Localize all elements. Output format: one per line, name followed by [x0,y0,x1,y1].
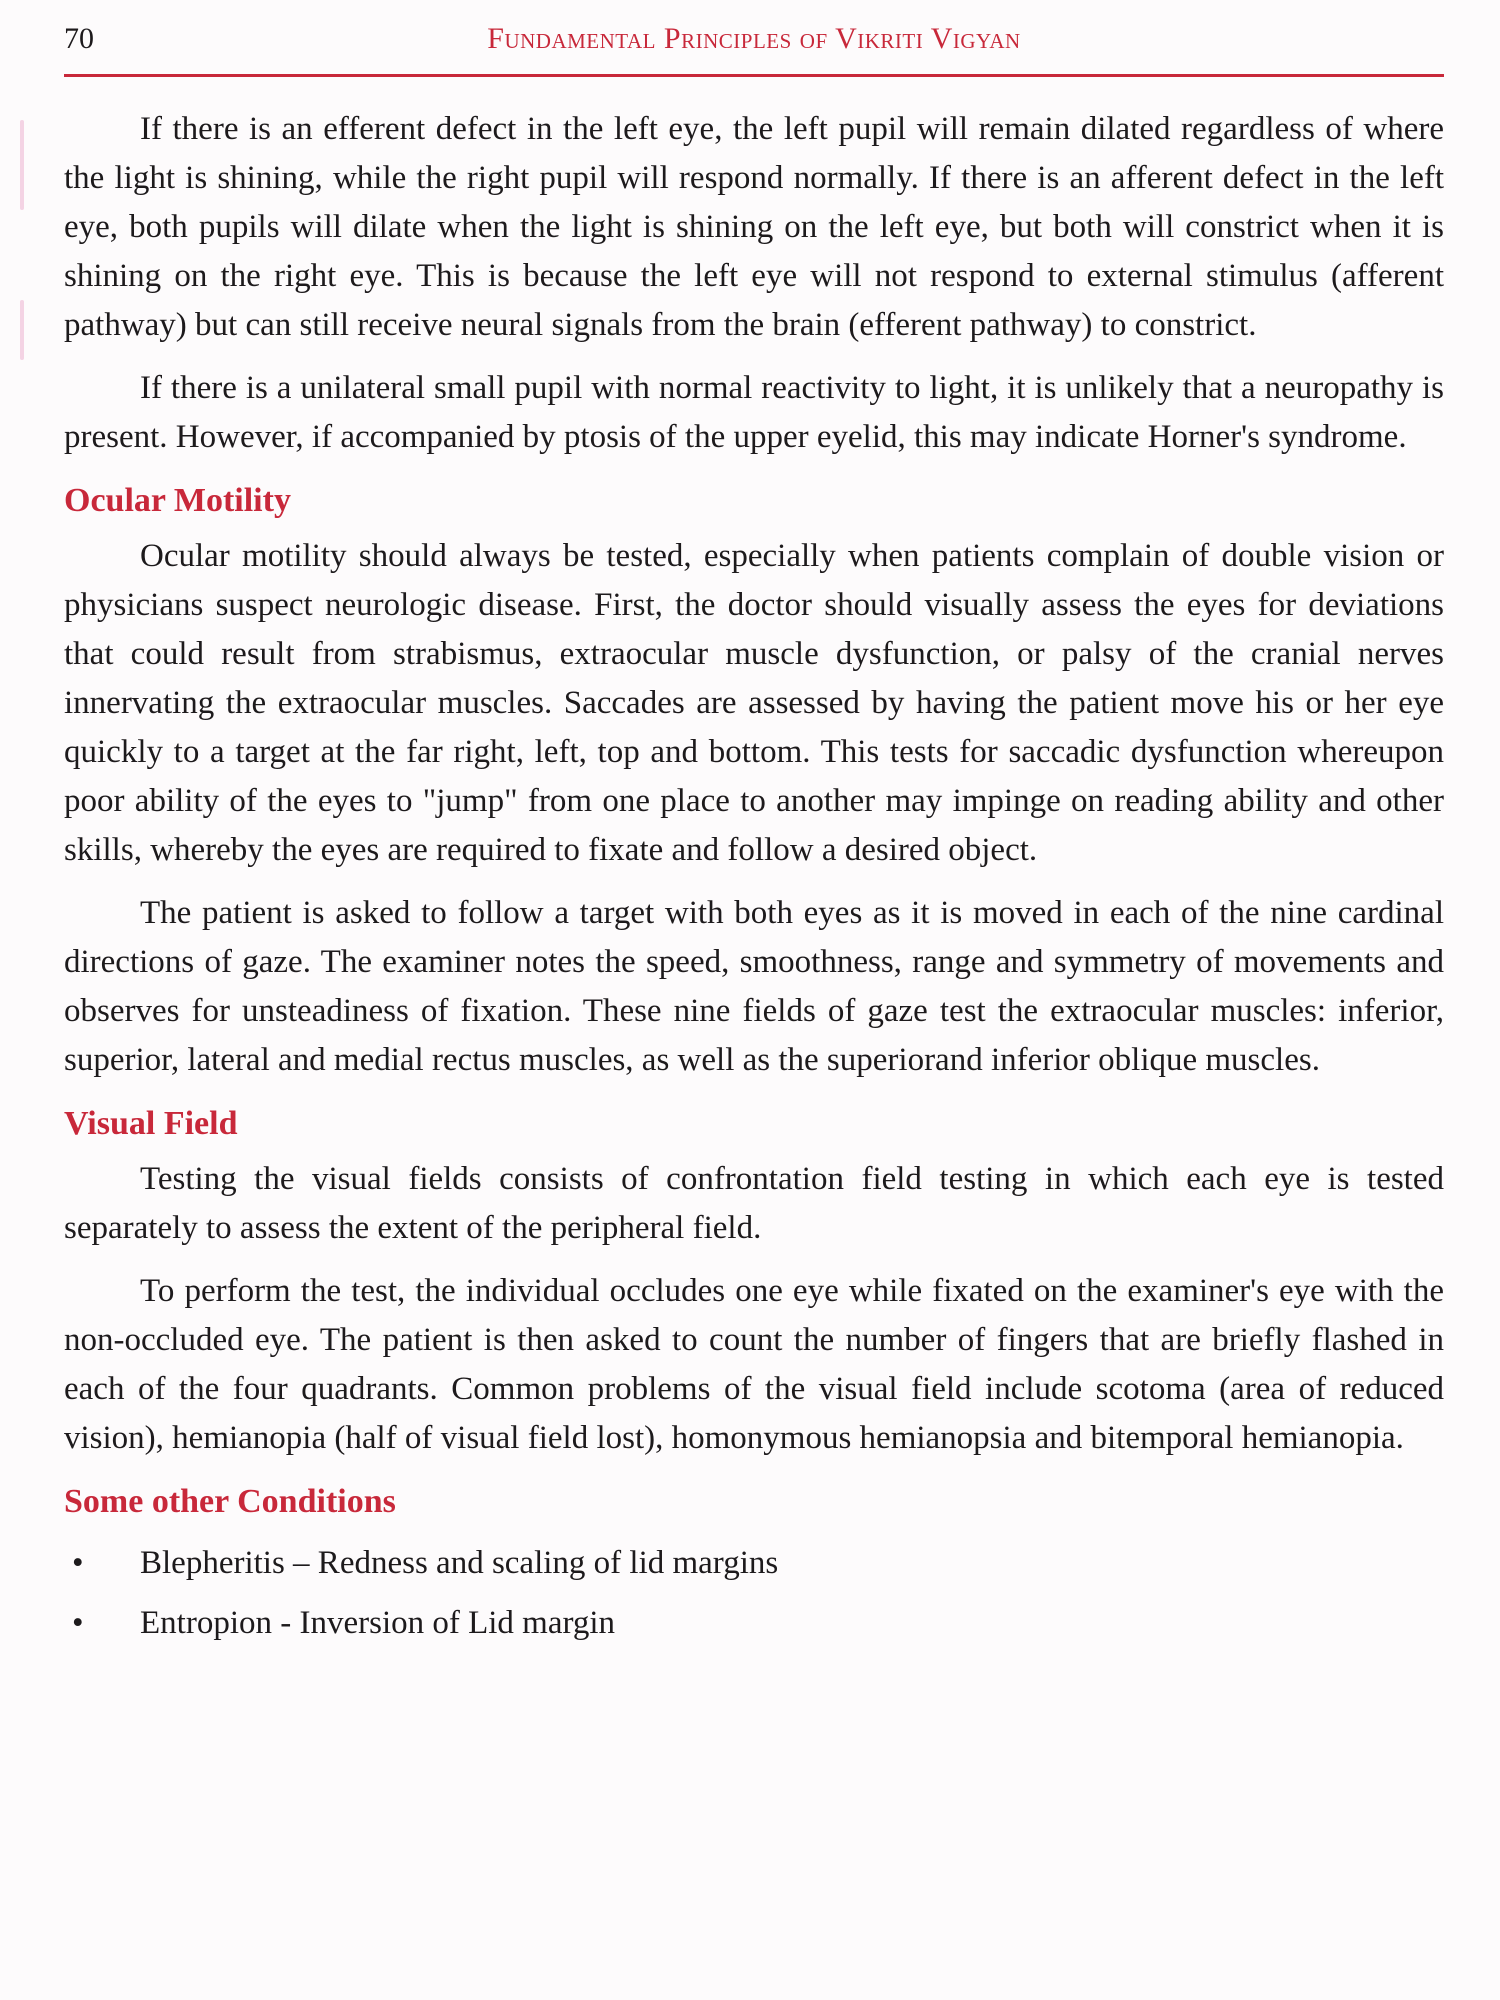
paragraph-confrontation-test: To perform the test, the individual occludes one eye while fixated on the examiner's eye with the non-occluded eye. The patient is then asked to count the number of fingers that are briefly flashed in each of the four quadrants. Common problems of the visual field include scotoma (area of reduced vision), hemianopia (half of visual field lost), homonymous hemianopsia and bitemporal hemianopia. [64,1273,1444,1456]
paragraph-cardinal-directions: The patient is asked to follow a target with both eyes as it is moved in each of the nine cardinal directions of gaze. The examiner notes the speed, smoothness, range and symmetry of movements and observes for unsteadiness of fixation. These nine fields of gaze test the extraocular muscles: inferior, superior, lateral and medial rectus muscles, as well as the superiorand inferior oblique muscles. [64,895,1444,1078]
list-item-text: Blepheritis – Redness and scaling of lid margins [140,1545,779,1581]
page-edge-mark [20,300,24,360]
heading-ocular-motility: Ocular Motility [64,482,291,519]
running-title: Fundamental Principles of Vikriti Vigyan [487,22,1021,55]
page-edge-mark [20,120,24,210]
conditions-list [64,1533,1444,1653]
body-text [64,105,1444,1653]
heading-other-conditions: Some other Conditions [64,1483,396,1520]
running-header [64,22,1444,77]
paragraph-ocular-motility: Ocular motility should always be tested, especially when patients complain of double vision or physicians suspect neurologic disease. First, the doctor should visually assess the eyes for deviations that could result from strabismus, extraocular muscle dysfunction, or palsy of the cranial nerves innervating the extraocular muscles. Saccades are assessed by having the patient move his or her eye quickly to a target at the far right, left, top and bottom. This tests for saccadic dysfunction whereupon poor ability of the eyes to "jump" from one place to another may impinge on reading ability and other skills, whereby the eyes are required to fixate and follow a desired object. [64,538,1444,868]
paragraph-efferent-defect: If there is an efferent defect in the left eye, the left pupil will remain dilated regardless of where the light is shining, while the right pupil will respond normally. If there is an afferent defect in the left eye, both pupils will dilate when the light is shining on the left eye, but both will constrict when it is shining on the right eye. This is because the left eye will not respond to external stimulus (afferent pathway) but can still receive neural signals from the brain (efferent pathway) to constrict. [64,111,1444,343]
paragraph-visual-field-testing: Testing the visual fields consists of confrontation field testing in which each eye is tested separately to assess the extent of the peripheral field. [64,1161,1444,1246]
paragraph-horners-syndrome: If there is a unilateral small pupil with normal reactivity to light, it is unlikely that a neuropathy is present. However, if accompanied by ptosis of the upper eyelid, this may indicate Horner's syndrome. [64,370,1444,455]
page-number: 70 [64,22,94,55]
bullet-icon: • [72,1605,84,1641]
bullet-icon: • [72,1545,84,1581]
heading-visual-field: Visual Field [64,1105,238,1142]
list-item-text: Entropion - Inversion of Lid margin [140,1605,616,1641]
list-item [64,1593,1444,1653]
list-item [64,1533,1444,1593]
